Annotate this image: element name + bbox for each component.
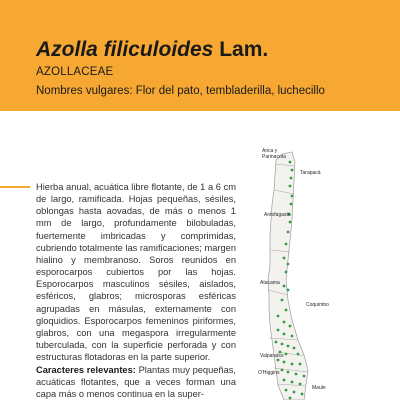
occurrence-dot	[293, 391, 296, 394]
occurrence-dot	[277, 329, 280, 332]
relevant-characters-label: Caracteres relevantes:	[36, 365, 136, 375]
chile-map-svg	[248, 140, 388, 400]
occurrence-dot	[289, 185, 292, 188]
occurrence-dot	[289, 325, 292, 328]
map-label-coquimbo: Coquimbo	[306, 302, 329, 308]
occurrence-dot	[291, 195, 294, 198]
occurrence-dot	[291, 381, 294, 384]
map-label-arica: Arica y Parinacota	[262, 148, 286, 160]
map-label-antofagasta: Antofagasta	[264, 212, 291, 218]
occurrence-dot	[285, 353, 288, 356]
map-label-ohiggins: O'Higgins	[258, 370, 280, 376]
occurrence-dot	[283, 361, 286, 364]
occurrence-dot	[287, 231, 290, 234]
relevant-characters-text: Plantas muy pequeñas, acuáticas flotantes, que a veces forman una capa más o menos continua en la super-	[36, 365, 236, 400]
occurrence-dot	[285, 271, 288, 274]
occurrence-dot	[285, 389, 288, 392]
occurrence-dot	[281, 343, 284, 346]
occurrence-dot	[287, 289, 290, 292]
occurrence-dot	[299, 363, 302, 366]
occurrence-dot	[301, 393, 304, 396]
occurrence-dot	[291, 363, 294, 366]
occurrence-dot	[293, 347, 296, 350]
common-names: Nombres vulgares: Flor del pato, tembladerilla, luchecillo	[36, 85, 325, 97]
occurrence-dot	[285, 309, 288, 312]
map-label-maule: Maule	[312, 385, 326, 391]
map-label-tarapaca: Tarapacá	[300, 170, 321, 176]
occurrence-dot	[283, 379, 286, 382]
species-description: Hierba anual, acuática libre flotante, de 1 a 6 cm de largo, ramificada. Hojas pequeñas, sésiles, oblongas hasta aovadas, de más o menos 1 mm de largo, profundamente bilobuladas, fuertemente imbricadas y comprimidas, cubriendo totalmente las ramificaciones; margen hialino y membranoso. Soros reunidos en esporocarpos cubiertos por las hojas. Esporocarpos masculinos sésiles, aislados, esféricos, glabros; microsporas esféricas agrupadas en másulas, externamente con gloquidios. Esporocarpos femeninos piriformes, glabros, con una megaspora irregularmente tuberculada, con la superficie perforada y con estructuras flotadoras en la parte superior.	[36, 182, 236, 363]
occurrence-dot	[297, 353, 300, 356]
accent-divider	[0, 186, 30, 188]
occurrence-dot	[289, 397, 292, 400]
occurrence-dot	[283, 257, 286, 260]
occurrence-dot	[283, 321, 286, 324]
family-name: AZOLLACEAE	[36, 66, 114, 78]
occurrence-dot	[281, 369, 284, 372]
occurrence-dot	[287, 263, 290, 266]
occurrence-dot	[287, 371, 290, 374]
occurrence-dot	[285, 243, 288, 246]
species-scientific-name: Azolla filiculoides	[36, 38, 214, 61]
species-title	[36, 38, 268, 62]
occurrence-dot	[275, 341, 278, 344]
occurrence-dot	[283, 285, 286, 288]
occurrence-dot	[291, 169, 294, 172]
occurrence-dot	[303, 375, 306, 378]
occurrence-dot	[277, 359, 280, 362]
occurrence-dot	[299, 383, 302, 386]
occurrence-dot	[283, 333, 286, 336]
occurrence-dot	[290, 177, 293, 180]
species-header	[0, 0, 400, 111]
occurrence-dot	[287, 345, 290, 348]
occurrence-dot	[277, 315, 280, 318]
map-label-atacama: Atacama	[260, 280, 280, 286]
chile-outline	[268, 152, 308, 400]
distribution-map	[248, 140, 388, 400]
occurrence-dot	[291, 335, 294, 338]
species-author: Lam.	[219, 38, 269, 61]
relevant-characters	[36, 364, 236, 400]
occurrence-dot	[289, 221, 292, 224]
occurrence-dot	[289, 161, 292, 164]
map-label-valparaiso: Valparaíso	[260, 353, 284, 359]
occurrence-dot	[290, 203, 293, 206]
occurrence-dot	[295, 373, 298, 376]
occurrence-dot	[281, 299, 284, 302]
